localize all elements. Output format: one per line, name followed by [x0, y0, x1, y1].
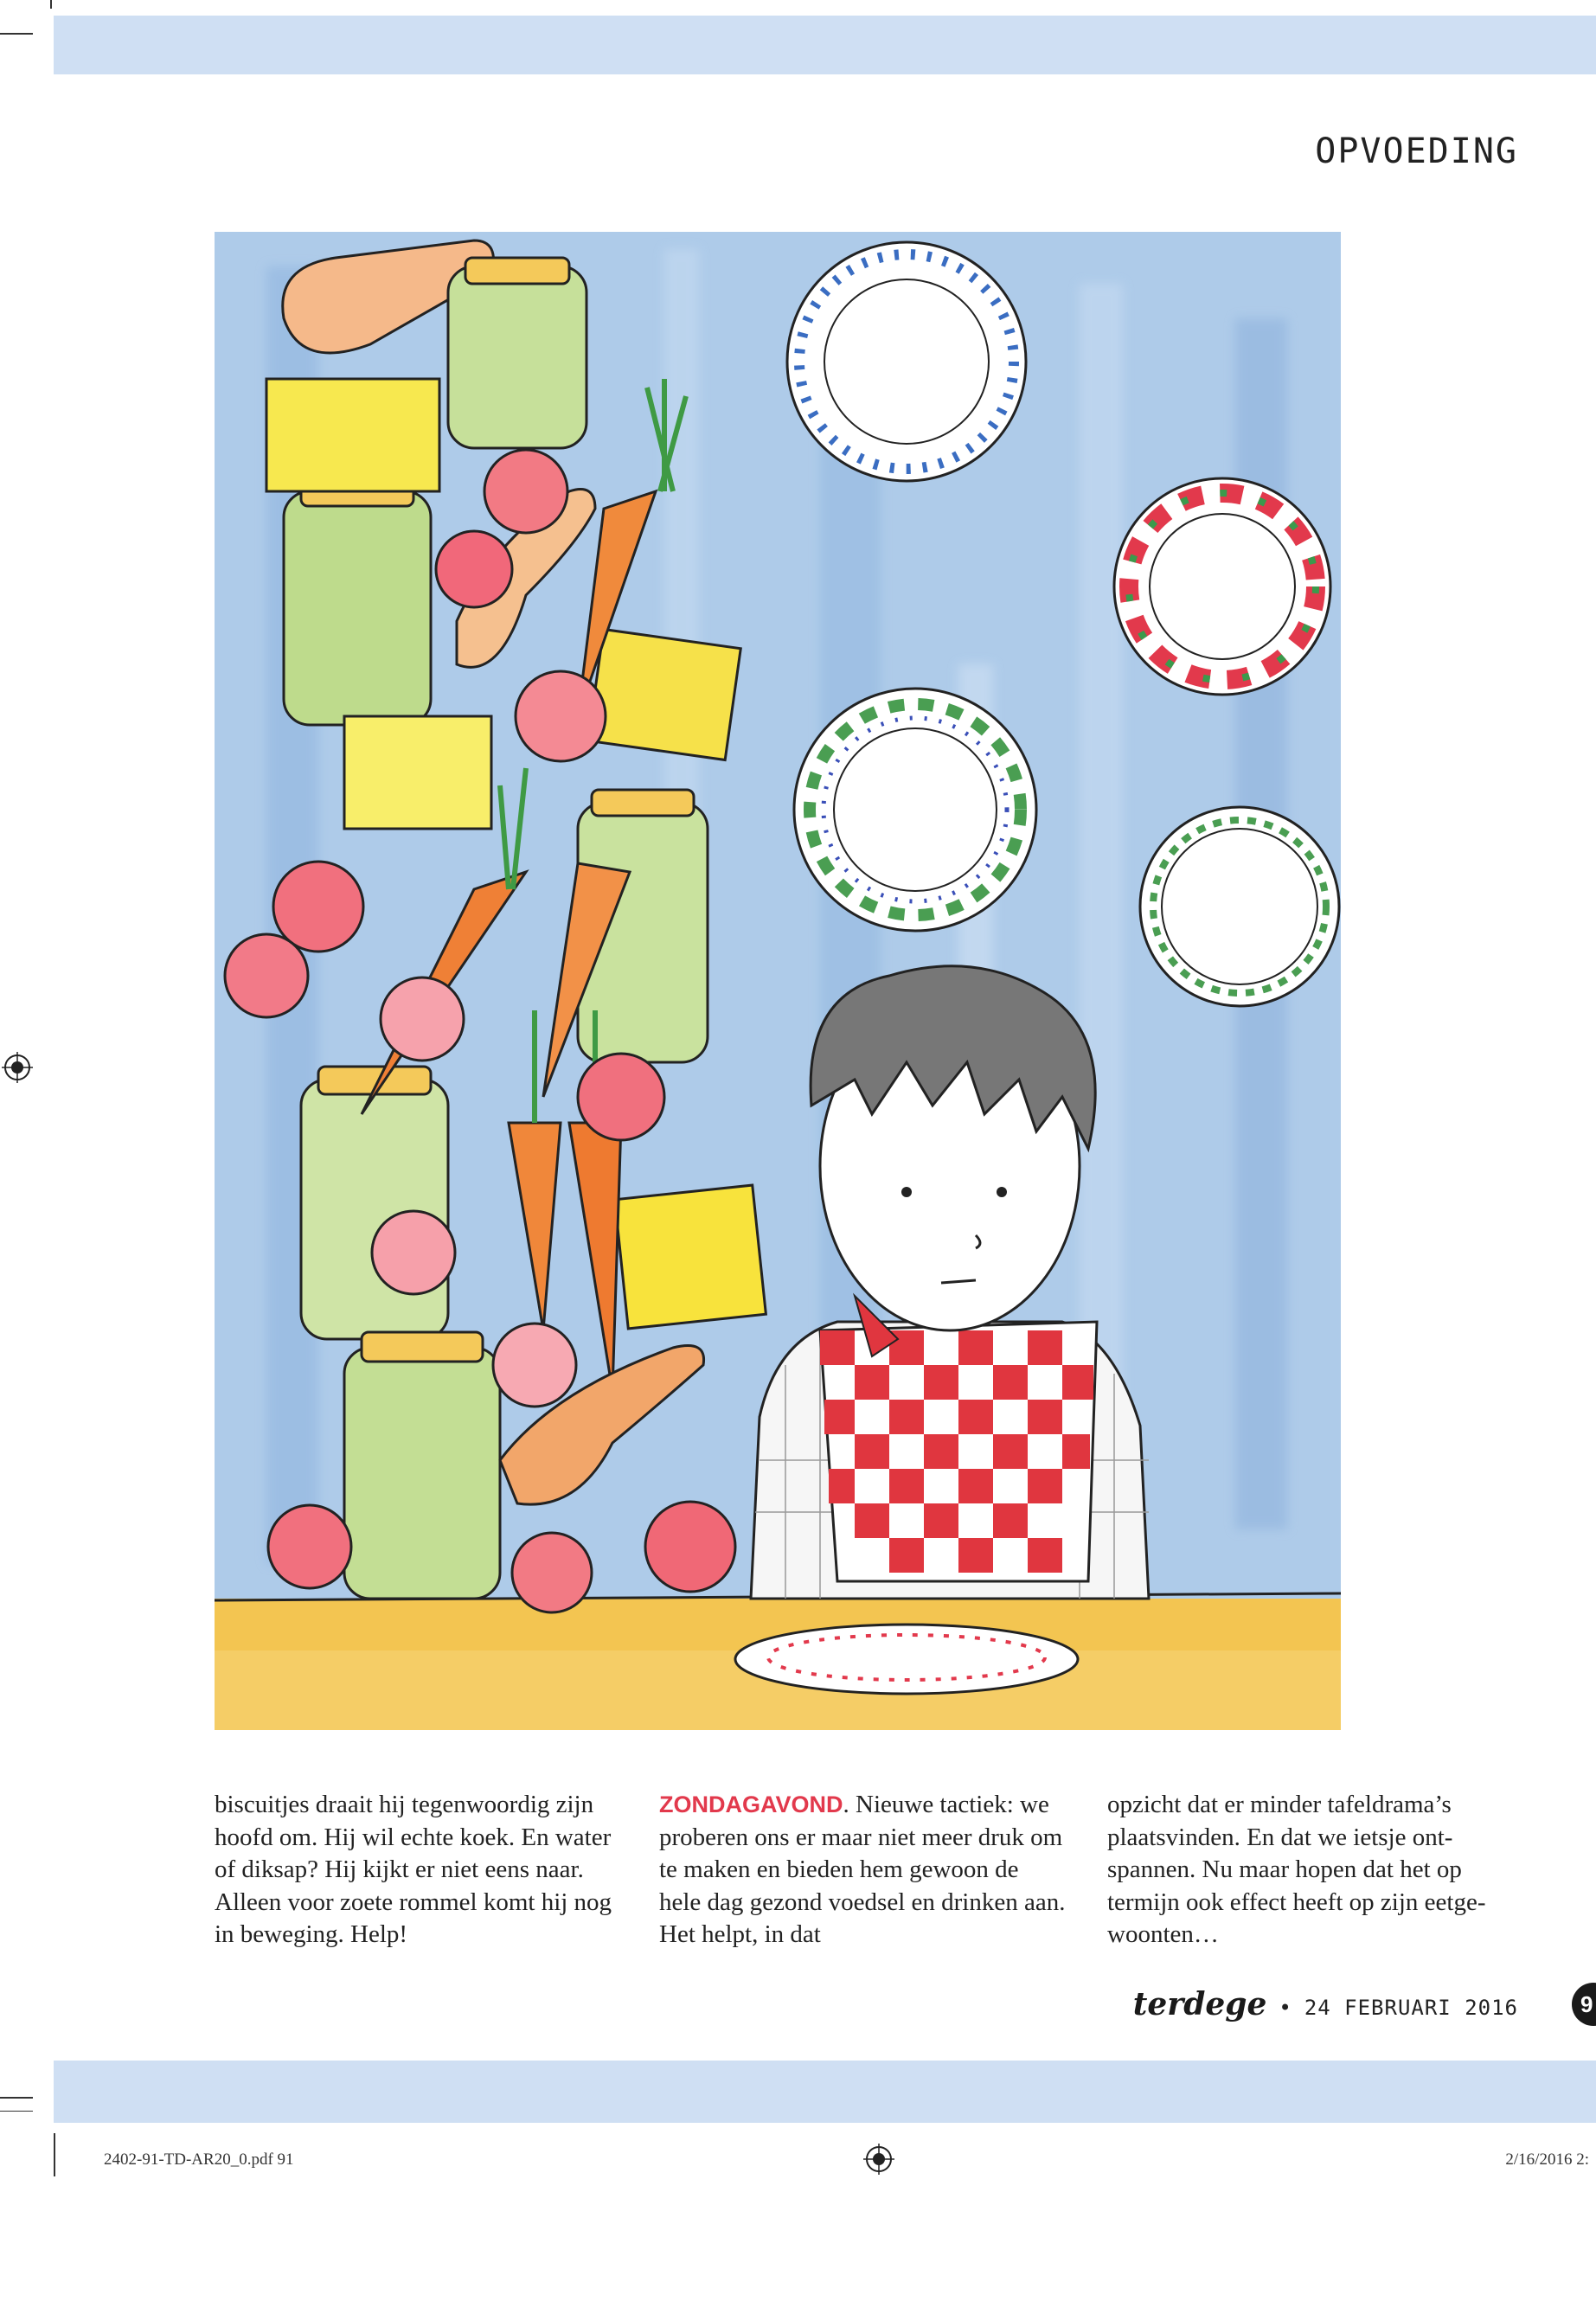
table-plate — [735, 1625, 1078, 1694]
top-color-band — [54, 16, 1596, 74]
wall-plate-roses — [1114, 478, 1330, 695]
crop-mark — [0, 33, 33, 35]
crop-mark — [50, 0, 52, 9]
cracker — [266, 379, 439, 491]
kicker-zondagavond: ZONDAGAVOND — [659, 1791, 843, 1817]
article-column-3 — [1107, 1789, 1514, 1952]
strawberry — [484, 450, 567, 533]
crop-mark — [54, 2133, 55, 2176]
wall-plate-green — [1140, 807, 1339, 1006]
article-text: biscuitjes draait hij tegenwoordig zijn hoofd om. Hij wil echte koek. En water of diksap? Hij kijkt er niet eens naar. Alleen voor zoete rommel komt hij nog in beweging. Help! — [215, 1791, 612, 1948]
section-label: OPVOEDING — [1315, 131, 1518, 171]
registration-mark-icon — [863, 2144, 894, 2175]
bullet-separator: • — [1279, 1996, 1292, 2020]
article-text: opzicht dat er minder tafeldrama’s plaatsvinden. En dat we ietsje ont-spannen. Nu maar hopen dat het op termijn ook effect heeft op zijn eetge-woonten… — [1107, 1791, 1486, 1948]
page-number-tab: 9 — [1572, 1983, 1596, 2026]
wall-plate-leaves — [794, 689, 1036, 931]
registration-mark-icon — [2, 1052, 33, 1083]
brand-logo: terdege — [1132, 1986, 1267, 2022]
article-column-1 — [215, 1789, 621, 1952]
article-text: . Nieuwe tactiek: we proberen ons er maar niet meer druk om te maken en bieden hem gewoon de hele dag gezond voedsel en drinken aan. Het helpt, in dat — [659, 1791, 1066, 1948]
print-slug-date: 2/16/2016 2: — [1505, 2150, 1589, 2169]
wall-plate-blue — [787, 242, 1026, 481]
issue-date: 24 FEBRUARI 2016 — [1304, 1996, 1518, 2020]
magazine-footer — [1133, 1986, 1518, 2022]
article-paragraph — [659, 1789, 1066, 1952]
article-column-2 — [659, 1789, 1066, 1952]
crop-mark — [0, 2097, 33, 2099]
crop-mark — [0, 2111, 33, 2112]
bottom-color-band — [54, 2061, 1596, 2123]
dinner-table-illustration — [215, 232, 1341, 1730]
print-slug-file: 2402-91-TD-AR20_0.pdf 91 — [104, 2150, 294, 2169]
